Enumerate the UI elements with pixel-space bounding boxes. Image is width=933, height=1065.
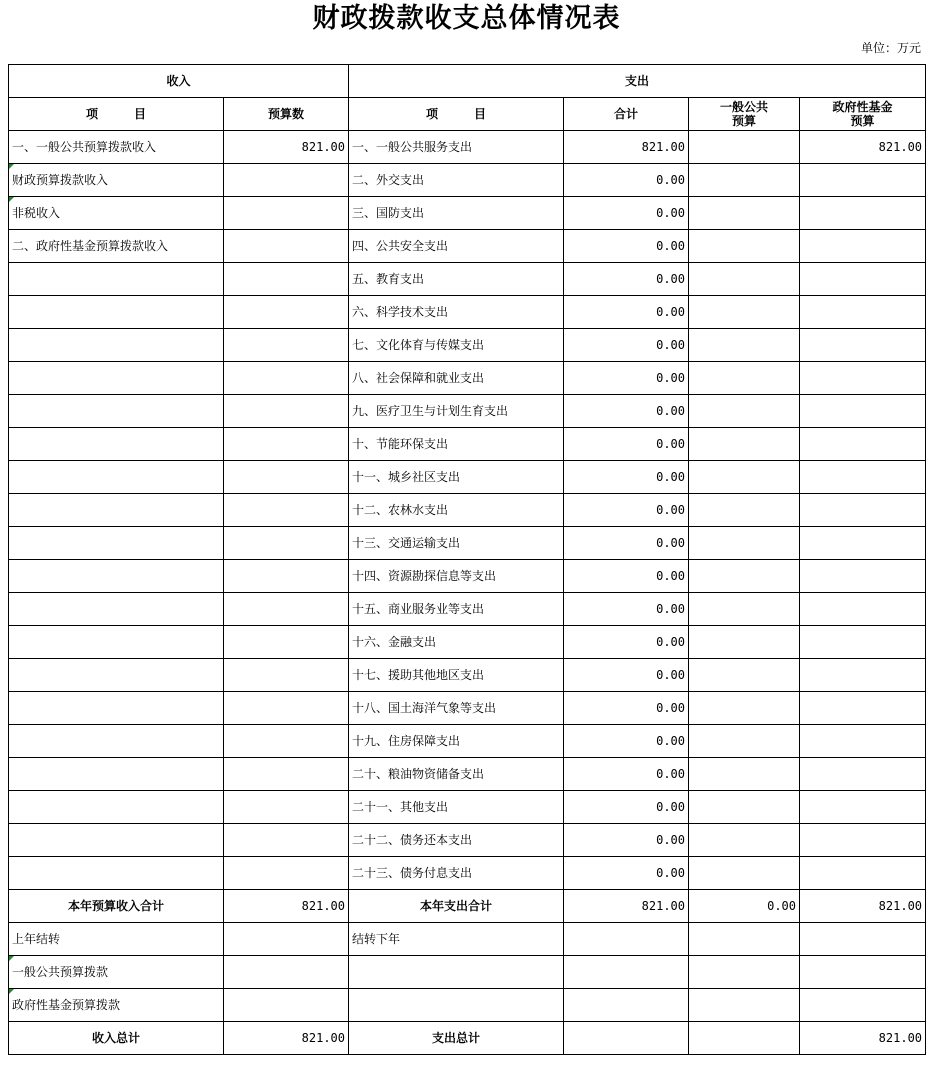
table-row [9, 791, 926, 824]
income-budget-value [224, 230, 349, 263]
income-budget-value [224, 560, 349, 593]
carry-sub2-out-fund [800, 989, 926, 1022]
expense-item-label: 十九、住房保障支出 [349, 725, 564, 758]
expense-fund-value [800, 395, 926, 428]
income-budget-value [224, 197, 349, 230]
income-item-label [9, 725, 224, 758]
expense-total-header: 合计 [564, 98, 689, 131]
expense-fund-value [800, 197, 926, 230]
expense-total-value: 0.00 [564, 593, 689, 626]
year-expense-general-value: 0.00 [689, 890, 800, 923]
expense-total-value: 821.00 [564, 131, 689, 164]
expense-general-value [689, 461, 800, 494]
unit-label: 单位：万元 [860, 41, 921, 55]
expense-general-value [689, 362, 800, 395]
expense-header: 支出 [349, 65, 926, 98]
table-row [9, 296, 926, 329]
expense-total-value: 0.00 [564, 494, 689, 527]
expense-general-value [689, 131, 800, 164]
expense-item-label: 二十一、其他支出 [349, 791, 564, 824]
income-item-label [9, 461, 224, 494]
table-row [9, 461, 926, 494]
expense-general-value [689, 824, 800, 857]
income-budget-value [224, 659, 349, 692]
expense-total-value: 0.00 [564, 329, 689, 362]
expense-total-value: 0.00 [564, 824, 689, 857]
expense-fund-value: 821.00 [800, 131, 926, 164]
table-row [9, 824, 926, 857]
expense-general-value [689, 296, 800, 329]
table-row [9, 626, 926, 659]
table-row [9, 395, 926, 428]
expense-total-value: 0.00 [564, 758, 689, 791]
income-item-label: 二、政府性基金预算拨款收入 [9, 230, 224, 263]
table-row [9, 527, 926, 560]
grand-income-total-label: 收入总计 [9, 1022, 224, 1055]
expense-item-label: 六、科学技术支出 [349, 296, 564, 329]
income-item-label [9, 758, 224, 791]
expense-total-value: 0.00 [564, 296, 689, 329]
income-budget-value [224, 428, 349, 461]
expense-item-label: 二、外交支出 [349, 164, 564, 197]
carry-out-fund [800, 923, 926, 956]
expense-general-value [689, 857, 800, 890]
expense-fund-value [800, 659, 926, 692]
table-row [9, 560, 926, 593]
expense-total-value: 0.00 [564, 362, 689, 395]
expense-fund-value [800, 296, 926, 329]
expense-item-label: 五、教育支出 [349, 263, 564, 296]
year-income-total-value: 821.00 [224, 890, 349, 923]
expense-fund-value [800, 626, 926, 659]
expense-fund-value [800, 230, 926, 263]
expense-fund-value [800, 824, 926, 857]
income-budget-value [224, 527, 349, 560]
expense-total-value: 0.00 [564, 791, 689, 824]
table-row [9, 230, 926, 263]
expense-fund-header [800, 98, 926, 131]
income-budget-header: 预算数 [224, 98, 349, 131]
year-expense-total-value: 821.00 [564, 890, 689, 923]
income-budget-value: 821.00 [224, 131, 349, 164]
income-budget-value [224, 791, 349, 824]
table-row [9, 263, 926, 296]
income-budget-value [224, 692, 349, 725]
income-budget-value [224, 593, 349, 626]
carry-sub1-out-label [349, 956, 564, 989]
income-item-label [9, 527, 224, 560]
expense-item-label: 十八、国土海洋气象等支出 [349, 692, 564, 725]
income-budget-value [224, 296, 349, 329]
year-expense-fund-value: 821.00 [800, 890, 926, 923]
income-item-label [9, 692, 224, 725]
carry-sub2-out-general [689, 989, 800, 1022]
expense-fund-value [800, 164, 926, 197]
table-row [9, 428, 926, 461]
expense-total-value: 0.00 [564, 725, 689, 758]
expense-general-value [689, 230, 800, 263]
carry-in-value [224, 923, 349, 956]
income-item-label [9, 263, 224, 296]
table-row [9, 857, 926, 890]
expense-fund-value [800, 560, 926, 593]
expense-general-value [689, 659, 800, 692]
expense-general-value [689, 692, 800, 725]
expense-item-label: 二十、粮油物资储备支出 [349, 758, 564, 791]
page-title: 财政拨款收支总体情况表 [312, 3, 621, 34]
expense-fund-value [800, 362, 926, 395]
carry-sub2-out-total [564, 989, 689, 1022]
expense-item-label: 十四、资源勘探信息等支出 [349, 560, 564, 593]
income-item-label [9, 824, 224, 857]
expense-general-value [689, 527, 800, 560]
income-budget-value [224, 857, 349, 890]
expense-general-value [689, 593, 800, 626]
carry-sub1-value [224, 956, 349, 989]
expense-item-header: 项 目 [349, 98, 564, 131]
income-item-label [9, 494, 224, 527]
expense-fund-value [800, 461, 926, 494]
income-item-label [9, 329, 224, 362]
income-item-label: 非税收入 [9, 197, 224, 230]
expense-item-label: 九、医疗卫生与计划生育支出 [349, 395, 564, 428]
expense-general-value [689, 197, 800, 230]
carry-sub-row [9, 956, 926, 989]
income-item-label [9, 395, 224, 428]
expense-total-value: 0.00 [564, 659, 689, 692]
table-row [9, 758, 926, 791]
carry-sub1-out-general [689, 956, 800, 989]
expense-item-label: 三、国防支出 [349, 197, 564, 230]
grand-expense-total-value [564, 1022, 689, 1055]
expense-general-value [689, 329, 800, 362]
header-row-group [9, 65, 926, 98]
expense-general-value [689, 725, 800, 758]
expense-item-label: 十七、援助其他地区支出 [349, 659, 564, 692]
expense-fund-value [800, 263, 926, 296]
carry-out-general [689, 923, 800, 956]
expense-total-value: 0.00 [564, 626, 689, 659]
carry-out-label: 结转下年 [349, 923, 564, 956]
year-expense-total-label: 本年支出合计 [349, 890, 564, 923]
year-total-row [9, 890, 926, 923]
income-budget-value [224, 362, 349, 395]
expense-item-label: 二十二、债务还本支出 [349, 824, 564, 857]
table-row [9, 593, 926, 626]
expense-item-label: 八、社会保障和就业支出 [349, 362, 564, 395]
expense-general-value [689, 560, 800, 593]
income-budget-value [224, 329, 349, 362]
income-item-label [9, 857, 224, 890]
expense-total-value: 0.00 [564, 230, 689, 263]
expense-item-label: 十六、金融支出 [349, 626, 564, 659]
table-row [9, 692, 926, 725]
expense-general-value [689, 494, 800, 527]
carry-sub2-out-label [349, 989, 564, 1022]
fund-header-line2: 预算 [850, 114, 875, 128]
grand-total-row [9, 1022, 926, 1055]
carry-sub1-label: 一般公共预算拨款 [9, 956, 224, 989]
expense-total-value: 0.00 [564, 395, 689, 428]
expense-total-value: 0.00 [564, 197, 689, 230]
expense-item-label: 四、公共安全支出 [349, 230, 564, 263]
grand-expense-total-label: 支出总计 [349, 1022, 564, 1055]
carry-row [9, 923, 926, 956]
expense-general-value [689, 791, 800, 824]
expense-total-value: 0.00 [564, 857, 689, 890]
income-item-header: 项 目 [9, 98, 224, 131]
income-budget-value [224, 494, 349, 527]
table-row [9, 362, 926, 395]
carry-sub2-value [224, 989, 349, 1022]
grand-income-total-value: 821.00 [224, 1022, 349, 1055]
income-item-label: 财政预算拨款收入 [9, 164, 224, 197]
income-budget-value [224, 725, 349, 758]
expense-fund-value [800, 725, 926, 758]
income-item-label [9, 791, 224, 824]
carry-out-total [564, 923, 689, 956]
expense-item-label: 七、文化体育与传媒支出 [349, 329, 564, 362]
expense-item-label: 十三、交通运输支出 [349, 527, 564, 560]
table-row [9, 725, 926, 758]
general-header-line1: 一般公共 [720, 100, 769, 114]
table-row [9, 329, 926, 362]
expense-total-value: 0.00 [564, 461, 689, 494]
income-item-label [9, 560, 224, 593]
expense-item-label: 一、一般公共服务支出 [349, 131, 564, 164]
year-income-total-label: 本年预算收入合计 [9, 890, 224, 923]
expense-item-label: 二十三、债务付息支出 [349, 857, 564, 890]
expense-item-label: 十一、城乡社区支出 [349, 461, 564, 494]
income-item-label [9, 593, 224, 626]
income-item-label [9, 362, 224, 395]
table-row [9, 131, 926, 164]
expense-item-label: 十、节能环保支出 [349, 428, 564, 461]
expense-general-value [689, 626, 800, 659]
fiscal-table [8, 64, 926, 1055]
expense-fund-value [800, 527, 926, 560]
income-item-label [9, 296, 224, 329]
table-row [9, 164, 926, 197]
income-budget-value [224, 758, 349, 791]
income-budget-value [224, 263, 349, 296]
expense-fund-value [800, 758, 926, 791]
carry-sub1-out-fund [800, 956, 926, 989]
expense-fund-value [800, 494, 926, 527]
header-row-columns [9, 98, 926, 131]
table-row [9, 659, 926, 692]
expense-total-value: 0.00 [564, 560, 689, 593]
expense-fund-value [800, 791, 926, 824]
general-header-line2: 预算 [732, 114, 757, 128]
carry-in-label: 上年结转 [9, 923, 224, 956]
expense-general-value [689, 395, 800, 428]
income-budget-value [224, 395, 349, 428]
grand-expense-general-value [689, 1022, 800, 1055]
expense-general-value [689, 263, 800, 296]
table-row [9, 494, 926, 527]
expense-general-value [689, 428, 800, 461]
expense-total-value: 0.00 [564, 692, 689, 725]
carry-sub1-out-total [564, 956, 689, 989]
expense-fund-value [800, 692, 926, 725]
expense-fund-value [800, 857, 926, 890]
expense-fund-value [800, 593, 926, 626]
expense-item-label: 十五、商业服务业等支出 [349, 593, 564, 626]
expense-fund-value [800, 329, 926, 362]
income-item-label [9, 428, 224, 461]
income-item-label [9, 659, 224, 692]
expense-item-label: 十二、农林水支出 [349, 494, 564, 527]
expense-general-value [689, 164, 800, 197]
income-item-label [9, 626, 224, 659]
grand-expense-fund-value: 821.00 [800, 1022, 926, 1055]
expense-general-header [689, 98, 800, 131]
expense-general-value [689, 758, 800, 791]
expense-total-value: 0.00 [564, 527, 689, 560]
income-item-label: 一、一般公共预算拨款收入 [9, 131, 224, 164]
income-budget-value [224, 164, 349, 197]
income-budget-value [224, 626, 349, 659]
table-row [9, 197, 926, 230]
fund-header-line1: 政府性基金 [832, 100, 893, 114]
expense-total-value: 0.00 [564, 263, 689, 296]
carry-sub-row [9, 989, 926, 1022]
expense-fund-value [800, 428, 926, 461]
income-header: 收入 [9, 65, 349, 98]
expense-total-value: 0.00 [564, 164, 689, 197]
income-budget-value [224, 824, 349, 857]
carry-sub2-label: 政府性基金预算拨款 [9, 989, 224, 1022]
income-budget-value [224, 461, 349, 494]
expense-total-value: 0.00 [564, 428, 689, 461]
